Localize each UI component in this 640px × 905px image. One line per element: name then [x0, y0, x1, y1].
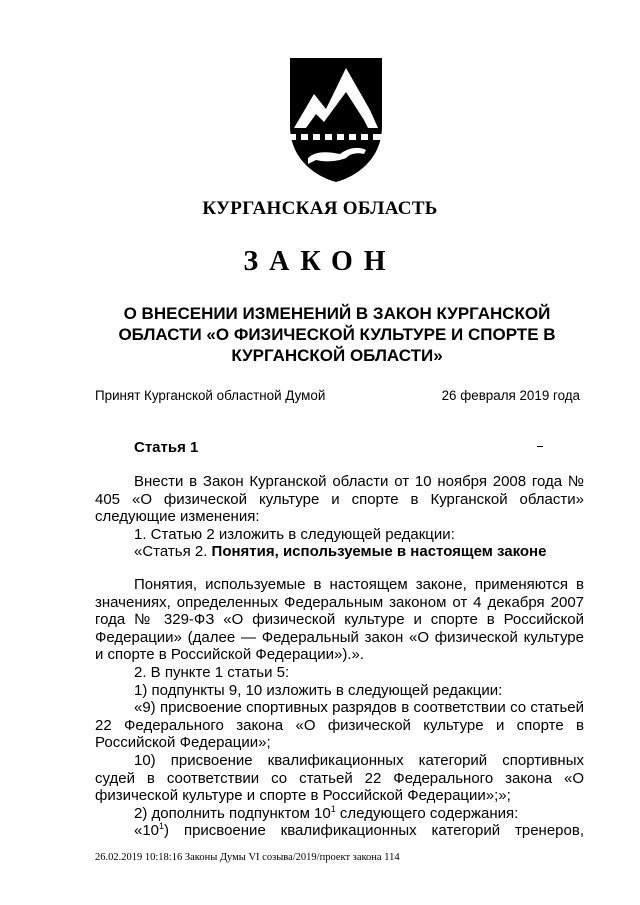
subitem-2-text: 2) дополнить подпунктом 10: [134, 804, 331, 822]
article-heading: Статья 1: [134, 439, 199, 456]
adopted-date: 26 февраля 2019 года: [441, 388, 580, 403]
superscript: 1: [159, 821, 165, 832]
paragraph-point-10: 10) присвоение квалификационных категорий спортивных судей в соответствии со статьей 22 Федерального закона «О физической культуре и спорте в Российской Федерации»;»;: [95, 751, 584, 805]
paragraph-subitem-2: [95, 805, 584, 823]
point-10-1-number: «10: [134, 822, 160, 840]
article-body: [95, 473, 584, 840]
region-name: КУРГАНСКАЯ ОБЛАСТЬ: [202, 198, 438, 219]
adopted-by: Принят Курганской областной Думой: [95, 388, 326, 403]
subitem-2-text-end: следующего содержания:: [335, 804, 519, 822]
paragraph-item-2: 2. В пункте 1 статьи 5:: [134, 663, 290, 681]
superscript: 1: [330, 803, 336, 814]
paragraph-point-9: «9) присвоение спортивных разрядов в соответствии со статьей 22 Федерального закона «О физической культуре и спорте в Российской Федерации»;: [95, 699, 584, 752]
quote-article-label: «Статья 2.: [134, 543, 212, 561]
point-10-1-text: ) присвоение квалификационных категорий тренеров,: [164, 822, 584, 840]
coat-of-arms-icon: [286, 54, 386, 184]
stray-mark: [537, 446, 543, 447]
document-type: ЗАКОН: [243, 246, 397, 277]
footer-file-path: 26.02.2019 10:18:16 Законы Думы VI созыва/2019/проект закона 114: [95, 852, 400, 863]
adoption-line: [95, 388, 580, 403]
paragraph-definitions: Понятия, используемые в настоящем законе, применяются в значениях, определенных Федеральным законом от 4 декабря 2007 года № 329-ФЗ «О физической культуре и спорте в Российской Федерации» (далее — Федеральный закон «О физической культуре и спорте в Российской Федерации»).».: [95, 575, 584, 664]
paragraph-point-10-1: [95, 822, 584, 840]
paragraph-item-1: 1. Статью 2 изложить в следующей редакции:: [134, 525, 455, 543]
paragraph-subitem-1: 1) подпункты 9, 10 изложить в следующей редакции:: [134, 681, 503, 699]
paragraph-article-2-heading: [95, 543, 584, 561]
law-title: О ВНЕСЕНИИ ИЗМЕНЕНИЙ В ЗАКОН КУРГАНСКОЙ ОБЛАСТИ «О ФИЗИЧЕСКОЙ КУЛЬТУРЕ И СПОРТЕ В КУРГАНСКОЙ ОБЛАСТИ»: [118, 304, 556, 365]
article-2-title: Понятия, используемые в настоящем законе: [211, 543, 547, 561]
paragraph-intro: Внести в Закон Курганской области от 10 ноября 2008 года № 405 «О физической культуре и спорте в Курганской области» следующие изменения:: [95, 473, 584, 526]
